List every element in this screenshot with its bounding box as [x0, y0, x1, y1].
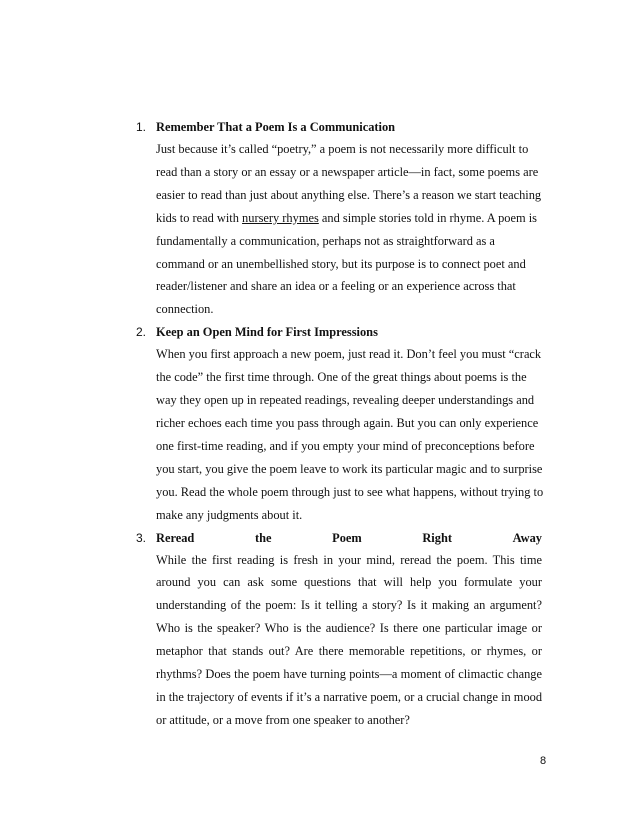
paragraph-line: one first-time reading, and if you empty your mind of preconceptions before — [156, 438, 535, 453]
section-heading: Keep an Open Mind for First Impressions — [156, 325, 378, 340]
paragraph-line: rhythms? Does the poem have turning points—a moment of climactic change — [156, 667, 542, 682]
list-item-3 — [136, 527, 542, 732]
paragraph-line: metaphor that stands out? Are there memorable repetitions, or rhymes, or — [156, 644, 542, 659]
link-prefix-text: kids to read with — [156, 210, 243, 225]
section-heading: Remember That a Poem Is a Communication — [156, 120, 396, 134]
list-number: 2. — [136, 325, 147, 340]
paragraph-line: or attitude, or a move from one speaker to another? — [156, 712, 410, 727]
paragraph-line: When you first approach a new poem, just read it. Don’t feel you must “crack — [156, 347, 542, 362]
paragraph-line: connection. — [156, 302, 214, 317]
list-item-2 — [136, 321, 542, 526]
list-number: 3. — [136, 530, 147, 545]
paragraph-line: Just because it’s called “poetry,” a poem is not necessarily more difficult to — [156, 142, 529, 156]
numbered-list — [136, 116, 542, 732]
paragraph-line: command or an unembellished story, but its purpose is to connect poet and — [156, 256, 526, 271]
heading-word: Poem — [332, 530, 362, 545]
section-paragraph — [156, 343, 542, 526]
paragraph-line: easier to read than just about anything else. There’s a reason we start teaching — [156, 187, 542, 202]
paragraph-line: the code” the first time through. One of the great things about poems is the — [156, 370, 527, 385]
paragraph-line: around you can ask some questions that will help you formulate your — [156, 575, 542, 590]
paragraph-line: fundamentally a communication, perhaps not as straightforward as a — [156, 233, 495, 248]
heading-word: Away — [512, 530, 542, 545]
heading-word: Right — [422, 530, 452, 545]
paragraph-line: understanding of the poem: Is it telling a story? Is it making an argument? — [156, 598, 542, 613]
paragraph-line: you. Read the whole poem through just to see what happens, without trying to — [156, 484, 544, 499]
list-item-1 — [136, 116, 542, 321]
nursery-rhymes-link[interactable]: nursery rhymes — [242, 210, 319, 225]
paragraph-line: richer echoes each time you pass through again. But you can only experience — [156, 415, 539, 430]
paragraph-line: While the first reading is fresh in your mind, reread the poem. This time — [156, 552, 542, 567]
heading-word: the — [254, 530, 272, 545]
section-paragraph — [156, 549, 542, 732]
paragraph-line-with-link — [156, 207, 542, 230]
paragraph-line: read than a story or an essay or a newspaper article—in fact, some poems are — [156, 164, 539, 179]
section-heading — [156, 527, 542, 549]
page-number: 8 — [540, 755, 547, 767]
heading-word: Reread — [156, 530, 195, 545]
link-suffix-text: and simple stories told in rhyme. A poem is — [318, 210, 537, 225]
paragraph-line: reader/listener and share an idea or a feeling or an experience across that — [156, 279, 516, 294]
paragraph-line: you start, you give the poem leave to work its particular magic and to surprise — [156, 461, 543, 476]
paragraph-line: way they open up in repeated readings, revealing deeper understandings and — [156, 393, 535, 408]
list-number: 1. — [136, 120, 147, 134]
paragraph-line: in the trajectory of events if it’s a narrative poem, or a crucial change in mood — [156, 689, 543, 704]
paragraph-line: make any judgments about it. — [156, 507, 303, 522]
section-paragraph — [156, 138, 542, 321]
paragraph-line: Who is the speaker? Who is the audience? Is there one particular image or — [156, 621, 542, 636]
